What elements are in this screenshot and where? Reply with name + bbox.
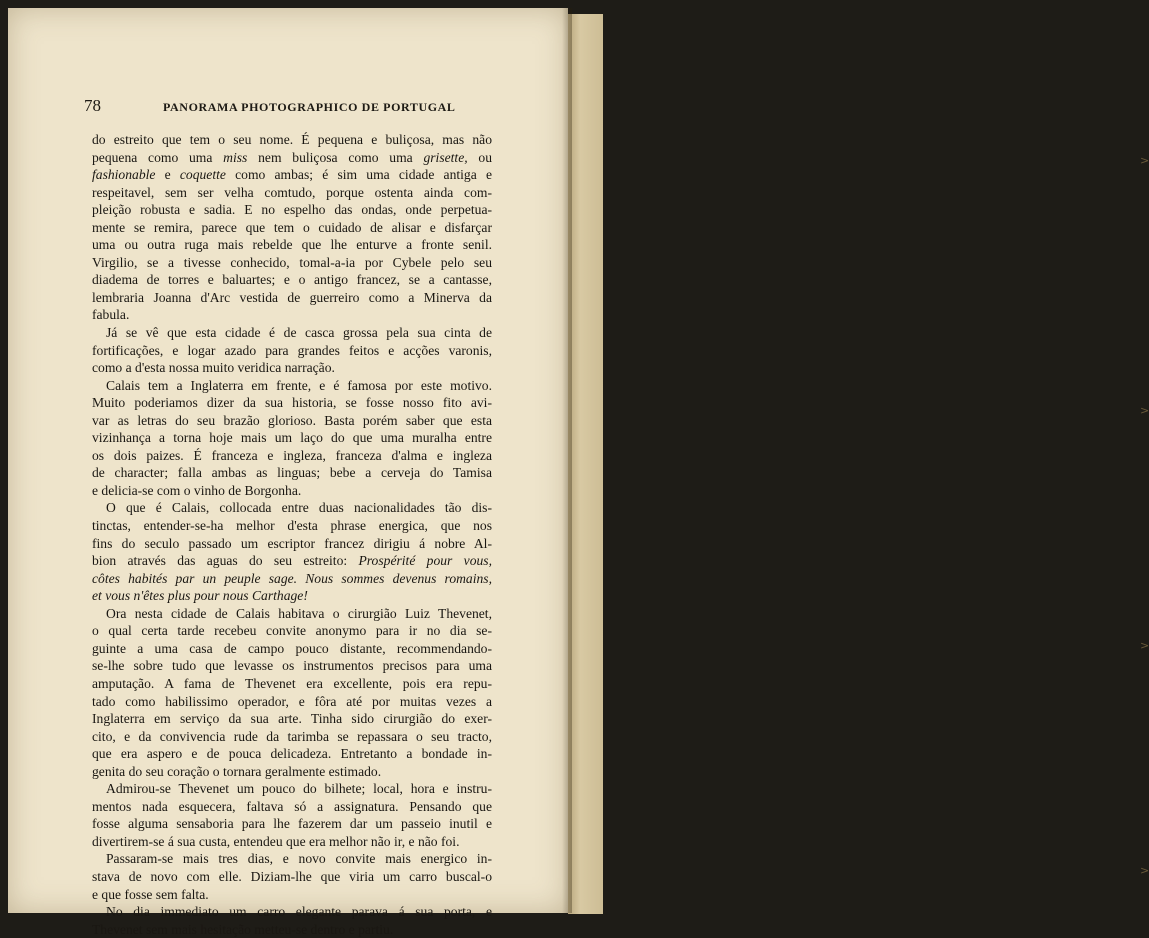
text-segment: pleição robusta e sadia. E no espelho das ondas, onde perpetua- [92,202,492,218]
text-line [92,693,492,711]
italic-text: et vous n'êtes plus pour nous Carthage! [92,588,308,604]
text-line [92,745,492,763]
text-segment: e delicia-se com o vinho de Borgonha. [92,482,302,498]
text-segment: respeitavel, sem ser velha comtudo, porque ostenta ainda com- [92,184,492,200]
text-line [92,289,492,307]
page-number: 78 [84,96,101,115]
text-segment: fosse alguma sensaboria para lhe fazerem dar um passeio inutil e [92,816,492,832]
text-segment: Thevenet sem mais hesitação metteu-se dentro e partiu. [92,921,394,937]
text-segment: mentos nada esquecera, faltava só a assignatura. Pensando que [92,798,492,814]
text-line [92,886,492,904]
text-segment: o qual certa tarde recebeu convite anonymo para ir no dia se- [92,623,492,639]
italic-text: coquette [179,167,226,183]
text-line [92,921,492,938]
text-line [92,657,492,675]
text-segment: var as letras do seu brazão glorioso. Basta porém saber que esta [92,412,492,428]
text-line [92,377,492,395]
text-line [92,306,492,324]
text-line [92,412,492,430]
text-line [92,622,492,640]
text-segment: Muito poderiamos dizer da sua historia, se fosse nosso fito avi- [92,395,492,411]
text-line [92,499,492,517]
text-line [92,605,492,623]
text-line [92,324,492,342]
text-segment: Virgilio, se a tivesse conhecido, tomal-a-ia por Cybele pelo seu [92,254,492,270]
text-segment: mente se remira, parece que tem o cuidado de alisar e disfarçar [92,219,492,235]
text-segment: fins do seculo passado um escriptor francez dirigiu á nobre Al- [92,535,492,551]
text-segment: bion através das aguas do seu estreito: [92,553,359,569]
text-segment: ou [467,149,492,165]
text-segment: do estreito que tem o seu nome. É pequena e buliçosa, mas não [92,132,492,147]
text-segment: tinctas, entender-se-ha melhor d'esta phrase energica, que nos [92,518,492,534]
text-segment: fabula. [92,307,130,323]
italic-text: miss [223,149,248,165]
text-line [92,728,492,746]
text-line [92,201,492,219]
text-line [92,570,492,588]
text-line [92,219,492,237]
text-line [92,780,492,798]
text-line [92,359,492,377]
text-segment: divertirem-se á sua custa, entendeu que era melhor não ir, e não foi. [92,833,460,849]
text-line [92,815,492,833]
text-segment: os dois paizes. É franceza e ingleza, franceza d'alma e ingleza [92,447,492,463]
text-segment: pequena como uma [92,149,224,165]
text-segment: genita do seu coração o tornara geralmente estimado. [92,763,382,779]
text-segment: como ambas; é sim uma cidade antiga e [225,167,492,183]
text-line [92,482,492,500]
text-line [92,271,492,289]
text-segment: se-lhe sobre tudo que levasse os instrumentos precisos para uma [92,658,492,674]
text-line [92,236,492,254]
italic-text: Prospérité pour vous, [358,553,492,569]
text-line [92,342,492,360]
text-line [92,798,492,816]
text-segment: O que é Calais, collocada entre duas nacionalidades tão dis- [106,500,492,516]
text-line [92,675,492,693]
text-segment: e que fosse sem falta. [92,886,209,902]
text-segment: Já se vê que esta cidade é de casca grossa pela sua cinta de [106,325,492,341]
text-segment: Passaram-se mais tres dias, e novo convite mais energico in- [106,851,492,867]
text-line [92,903,492,921]
text-segment: que era aspero e de pouca delicadeza. Entretanto a bondade in- [92,746,492,762]
text-segment: Calais tem a Inglaterra em frente, e é famosa por este motivo. [106,377,492,393]
text-line [92,149,492,167]
text-line [92,447,492,465]
text-line [92,833,492,851]
text-segment: tado como habilissimo operador, e fôra até por muitas vezes a [92,693,492,709]
spine-shadow [562,8,572,913]
text-segment: diadema de torres e baluartes; e o antigo francez, se a cantasse, [92,272,492,288]
text-line [92,429,492,447]
next-page-edge [568,14,1149,914]
text-segment: e [155,167,180,183]
body-text [92,131,492,938]
text-segment: como a d'esta nossa muito veridica narração. [92,360,335,376]
italic-text: côtes habités par un peuple sage. Nous sommes devenus romains, [92,570,492,586]
text-segment: guinte a uma casa de campo pouco distante, recommendando- [92,640,492,656]
edge-mark: > [1140,154,1149,167]
text-segment: No dia immediato um carro elegante parava á sua porta, e [106,904,492,920]
text-line [92,850,492,868]
text-line [92,254,492,272]
text-line [92,587,492,605]
text-segment: stava de novo com elle. Diziam-lhe que viria um carro buscal-o [92,868,492,884]
text-line [92,535,492,553]
text-segment: amputação. A fama de Thevenet era excellente, pois era repu- [92,675,492,691]
text-segment: de character; falla ambas as linguas; bebe a cerveja do Tamisa [92,465,492,481]
text-segment: cito, e da convivencia rude da tarimba se repassara o seu tracto, [92,728,492,744]
edge-mark: > [1140,639,1149,652]
edge-mark: > [1140,404,1149,417]
italic-text: grisette, [423,149,468,165]
text-line [92,868,492,886]
text-segment: Inglaterra em serviço da sua arte. Tinha sido cirurgião do exer- [92,711,492,727]
text-segment: Admirou-se Thevenet um pouco do bilhete; local, hora e instru- [106,781,492,797]
text-line [92,552,492,570]
text-line [92,464,492,482]
text-segment: lembraria Joanna d'Arc vestida de guerreiro como a Minerva da [92,289,492,305]
text-line [92,131,492,149]
italic-text: fashionable [92,167,156,183]
text-line [92,517,492,535]
text-segment: uma ou outra ruga mais rebelde que lhe enturve a fronte senil. [92,237,492,253]
running-head: PANORAMA PHOTOGRAPHICO DE PORTUGAL [163,100,456,114]
text-segment: fortificações, e logar azado para grandes feitos e acções varonis, [92,342,492,358]
edge-mark: > [1140,864,1149,877]
text-line [92,763,492,781]
text-line [92,166,492,184]
text-segment: vizinhança a torna hoje mais um laço do que uma muralha entre [92,430,492,446]
text-line [92,184,492,202]
text-line [92,710,492,728]
text-segment: Ora nesta cidade de Calais habitava o cirurgião Luiz Thevenet, [106,605,492,621]
text-segment: nem buliçosa como uma [247,149,424,165]
text-line [92,394,492,412]
text-line [92,640,492,658]
